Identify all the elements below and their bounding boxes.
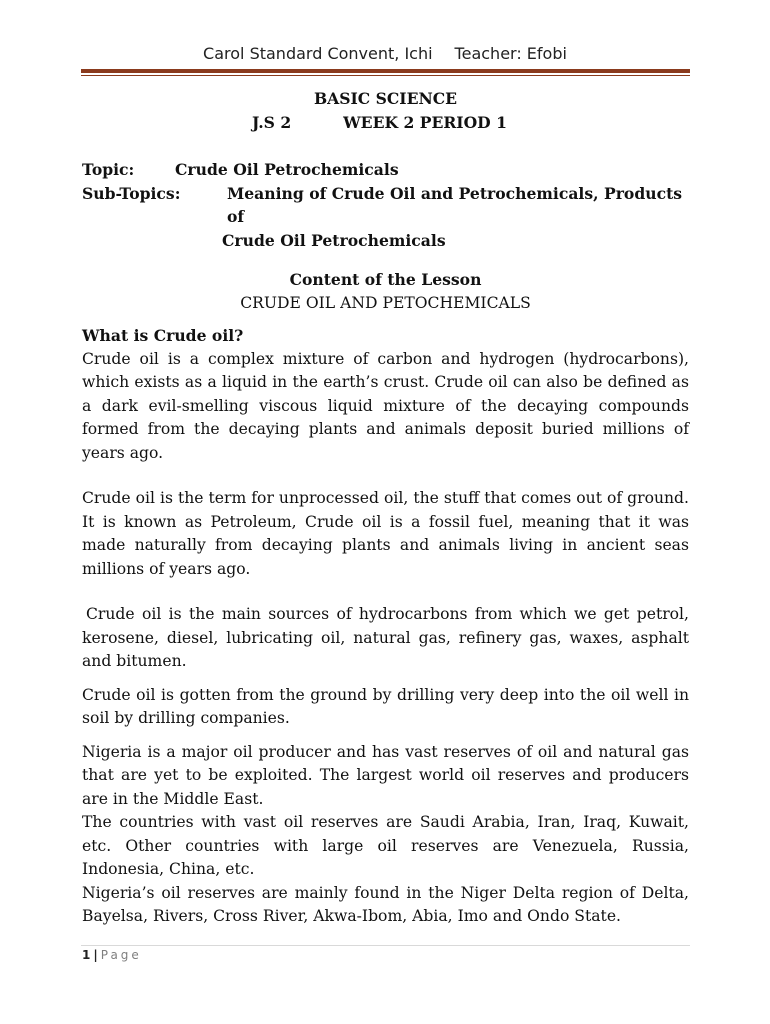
header-rule-thick [81, 69, 690, 73]
subtopics-row-2 [82, 229, 689, 253]
subtopics-label: Sub-Topics: [82, 183, 181, 203]
topic-row [82, 158, 689, 182]
page-footer [82, 948, 142, 962]
document-body [82, 87, 689, 929]
main-heading-text: CRUDE OIL AND PETOCHEMICALS [240, 293, 531, 312]
page-word: Page [100, 948, 142, 962]
week-label: WEEK 2 PERIOD 1 [343, 112, 507, 132]
main-heading [82, 292, 689, 316]
paragraph-7: Nigeria’s oil reserves are mainly found in the Niger Delta region of Delta, Bayelsa, Rivers, Cross River, Akwa-Ibom, Abia, Imo and Ondo State. [82, 883, 689, 925]
topic-label: Topic: [82, 160, 135, 179]
paragraph-3: Crude oil is the main sources of hydrocarbons from which we get petrol, kerosene, diesel, lubricating oil, natural gas, refinery gas, waxes, asphalt and bitumen. [82, 605, 689, 670]
footer-rule [81, 945, 690, 946]
class-week-line [70, 111, 689, 135]
subtopics-line-2: Crude Oil Petrochemicals [222, 230, 446, 250]
subtopics-line-1: Meaning of Crude Oil and Petrochemicals, Products of [227, 183, 683, 226]
header-rule-thin [81, 75, 690, 76]
teacher-name: Teacher: Efobi [454, 44, 567, 63]
school-name: Carol Standard Convent, Ichi [203, 44, 433, 63]
subtopics-row [82, 182, 689, 229]
paragraph-6: The countries with vast oil reserves are Saudi Arabia, Iran, Iraq, Kuwait, etc. Other countries with large oil reserves are Venezuela, Russia, Indonesia, China, etc. [82, 813, 689, 878]
paragraph-5: Nigeria is a major oil producer and has vast reserves of oil and natural gas that are yet to be exploited. The largest world oil reserves and producers are in the Middle East. [82, 742, 689, 808]
class-label: J.S 2 [252, 112, 292, 132]
paragraph-1: Crude oil is a complex mixture of carbon and hydrogen (hydrocarbons), which exists as a liquid in the earth’s crust. Crude oil can also be defined as a dark evil-smelling viscous liquid mixture of the decaying compounds formed from the decaying plants and animals deposit buried millions of years ago. [82, 349, 689, 462]
page-header [0, 44, 770, 63]
question-heading: What is Crude oil? [82, 326, 244, 345]
page-number: 1 [82, 948, 91, 962]
topic-value: Crude Oil Petrochemicals [175, 160, 399, 179]
paragraph-4: Crude oil is gotten from the ground by drilling very deep into the oil well in soil by drilling companies. [82, 685, 689, 727]
footer-separator: | [93, 948, 98, 962]
paragraph-2: Crude oil is the term for unprocessed oil, the stuff that comes out of ground. It is known as Petroleum, Crude oil is a fossil fuel, meaning that it was made naturally from decaying plants and animals living in ancient seas millions of years ago. [82, 489, 689, 578]
content-heading: Content of the Lesson [289, 270, 482, 289]
subject-title: BASIC SCIENCE [313, 89, 458, 108]
